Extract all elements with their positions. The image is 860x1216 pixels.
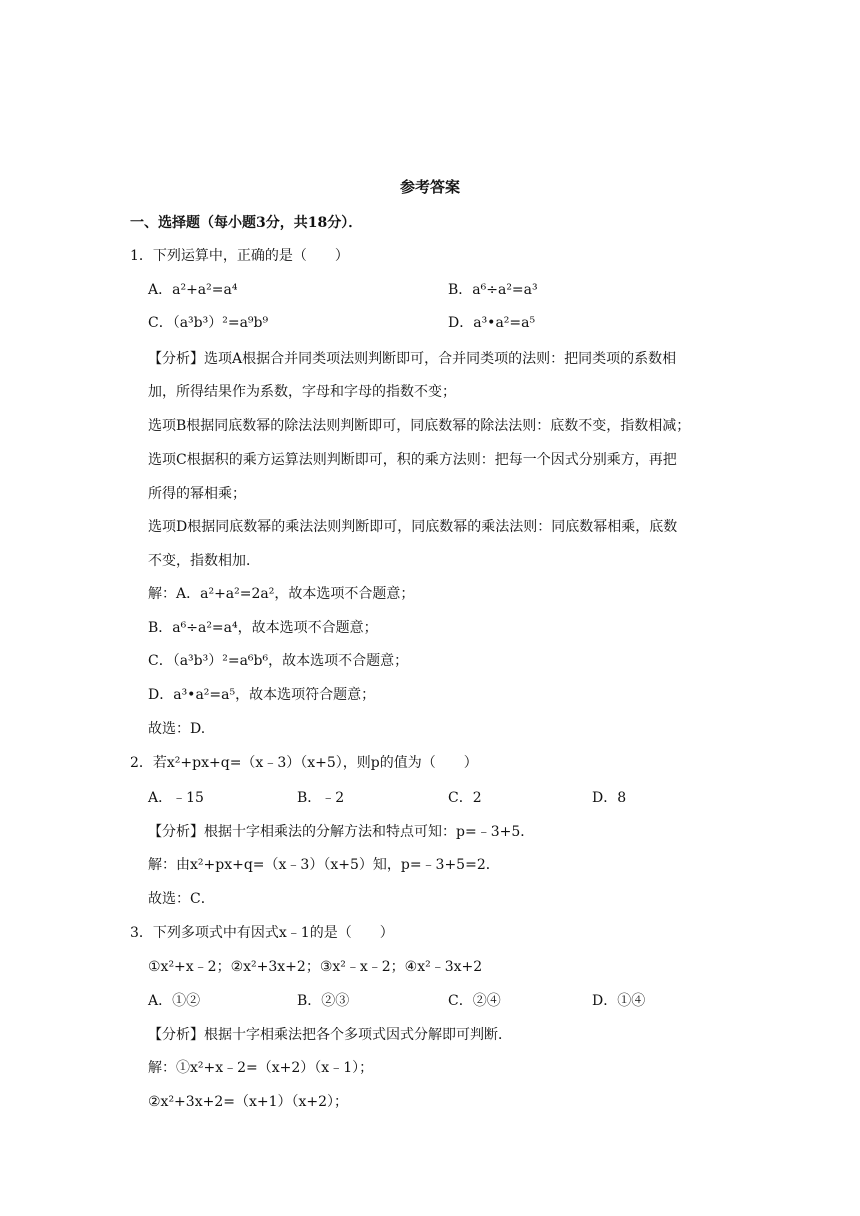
q3-analysis: 【分析】根据十字相乘法把各个多项式因式分解即可判断． [148, 1027, 512, 1043]
q3-solution-line: ②x²+3x+2=（x+1）（x+2）； [148, 1094, 349, 1110]
page-title: 参考答案 [399, 178, 460, 196]
q1-stem: 1．下列运算中，正确的是（ ） [130, 248, 349, 264]
q1-solution-line: D．a³•a²=a⁵，故本选项符合题意； [148, 687, 376, 703]
q2-solution: 解：由x²+px+q=（x﹣3）（x+5）知，p=﹣3+5=2． [148, 857, 500, 873]
q3-option-a: A．①② [148, 993, 201, 1009]
q2-option-a: A．﹣15 [148, 790, 204, 806]
q1-solution-line: 解：A．a²+a²=2a²，故本选项不合题意； [148, 586, 415, 602]
q1-analysis-line: 选项D根据同底数幂的乘法法则判断即可，同底数幂的乘法法则：同底数幂相乘，底数 [148, 519, 678, 535]
q3-option-b: B．②③ [297, 993, 350, 1009]
q3-option-d: D．①④ [592, 993, 646, 1009]
section-heading: 一、选择题（每小题3分，共18分）． [130, 215, 363, 231]
q1-analysis-line: 【分析】选项A根据合并同类项法则判断即可，合并同类项的法则：把同类项的系数相 [148, 351, 677, 367]
q3-stem: 3．下列多项式中有因式x﹣1的是（ ） [130, 925, 394, 941]
q3-option-c: C．②④ [448, 993, 501, 1009]
q2-analysis: 【分析】根据十字相乘法的分解方法和特点可知：p=﹣3+5． [148, 824, 535, 840]
q2-stem: 2．若x²+px+q=（x﹣3）（x+5），则p的值为（ ） [130, 755, 478, 771]
q2-option-d: D．8 [592, 790, 627, 806]
q1-solution-line: C．（a³b³）²=a⁶b⁶，故本选项不合题意； [148, 653, 409, 669]
q3-items: ①x²+x﹣2；②x²+3x+2；③x²﹣x﹣2；④x²﹣3x+2 [148, 959, 483, 975]
q1-analysis-line: 选项B根据同底数幂的除法法则判断即可，同底数幂的除法法则：底数不变，指数相减； [148, 418, 691, 434]
q1-analysis-line: 所得的幂相乘； [148, 486, 246, 502]
q1-answer: 故选：D. [148, 721, 206, 737]
q1-option-c: C．（a³b³）²=a⁹b⁹ [148, 315, 269, 331]
q3-solution-line: 解：①x²+x﹣2=（x+2）（x﹣1）； [148, 1060, 374, 1076]
q2-option-b: B．﹣2 [297, 790, 345, 806]
q2-option-c: C．2 [448, 790, 482, 806]
q1-solution-line: B．a⁶÷a²=a⁴，故本选项不合题意； [148, 620, 378, 636]
q1-option-a: A．a²+a²=a⁴ [148, 282, 238, 298]
q2-answer: 故选：C． [148, 891, 215, 907]
q1-analysis-line: 加，所得结果作为系数，字母和字母的指数不变； [148, 384, 456, 400]
q1-option-b: B．a⁶÷a²=a³ [448, 282, 538, 298]
q1-analysis-line: 不变，指数相加． [148, 553, 260, 569]
q1-analysis-line: 选项C根据积的乘方运算法则判断即可，积的乘方法则：把每一个因式分别乘方，再把 [148, 452, 677, 468]
q1-option-d: D．a³•a²=a⁵ [448, 315, 536, 331]
